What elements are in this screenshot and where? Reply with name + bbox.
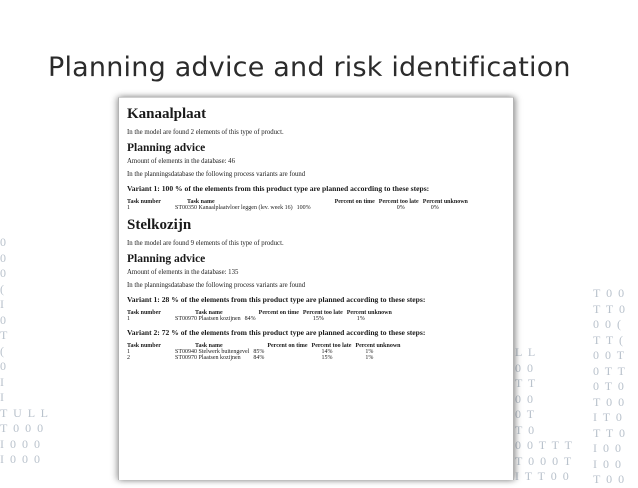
column-header: Percent too late bbox=[378, 199, 419, 205]
column-header: Percent too late bbox=[311, 343, 352, 349]
column-header: Task number bbox=[127, 310, 161, 316]
column-header: Percent on time bbox=[258, 310, 299, 316]
percent-too-late-cell: 0% bbox=[396, 205, 405, 211]
variants-intro-text: In the planningsdatabase the following process variants are found bbox=[127, 171, 306, 178]
percent-too-late-cell: 15% bbox=[312, 316, 324, 322]
table-row bbox=[127, 205, 472, 211]
column-header: Percent unknown bbox=[346, 310, 392, 316]
steps-table bbox=[127, 343, 404, 361]
model-count-text: In the model are found 2 elements of this type of product. bbox=[127, 129, 284, 136]
column-header: Percent unknown bbox=[422, 199, 468, 205]
steps-table bbox=[127, 310, 396, 322]
slide-title: Planning advice and risk identification bbox=[48, 52, 571, 83]
decorative-glyph-column-left: 0 0 0 ( I 0 T ( 0 I I T U L L T 0 0 0 I 0 0 0 I 0 0 0 bbox=[0, 235, 48, 466]
task-name-cell: ST00970 Plaatsen kozijnen bbox=[175, 355, 241, 361]
product-heading: Kanaalplaat bbox=[127, 106, 207, 122]
column-header: Task name bbox=[195, 310, 223, 316]
task-name-cell: ST00970 Plaatsen kozijnen bbox=[175, 316, 241, 322]
percent-on-time-cell: 85% bbox=[253, 349, 265, 355]
column-header: Percent on time bbox=[334, 199, 375, 205]
column-header: Percent on time bbox=[267, 343, 308, 349]
variant-title: Variant 2: 72 % of the elements from this product type are planned according to these steps: bbox=[127, 328, 426, 337]
percent-on-time-cell: 100% bbox=[296, 205, 311, 211]
report-screenshot bbox=[118, 97, 514, 480]
planning-advice-heading: Planning advice bbox=[127, 142, 206, 154]
product-section bbox=[127, 217, 505, 361]
percent-on-time-cell: 84% bbox=[244, 316, 256, 322]
percent-unknown-cell: 0% bbox=[430, 205, 439, 211]
task-name-cell: ST00350 Kanaalplaatvloer leggen (lev. week 16) bbox=[175, 205, 293, 211]
model-count-text: In the model are found 9 elements of this type of product. bbox=[127, 240, 284, 247]
decorative-glyph-column-middle: L L 0 0 T T 0 0 0 T T 0 0 0 T T T T 0 0 0 T I T T 0 0 bbox=[515, 345, 572, 483]
variant-title: Variant 1: 28 % of the elements from this product type are planned according to these steps: bbox=[127, 295, 426, 304]
task-name-cell: ST00940 Stelwerk buitengevel bbox=[175, 349, 250, 355]
percent-too-late-cell: 15% bbox=[321, 355, 333, 361]
percent-unknown-cell: 1% bbox=[365, 349, 374, 355]
task-number-cell: 2 bbox=[127, 355, 130, 361]
decorative-glyph-column-right: T 0 0 T T 0 0 0 ( T T ( 0 0 T 0 T T 0 T 0 T 0 0 I T 0 T T 0 I 0 0 I 0 0 T 0 0 bbox=[593, 286, 626, 486]
planning-advice-heading: Planning advice bbox=[127, 253, 206, 265]
task-number-cell: 1 bbox=[127, 316, 130, 322]
column-header: Percent too late bbox=[302, 310, 343, 316]
variants-intro-text: In the planningsdatabase the following process variants are found bbox=[127, 282, 306, 289]
table-row bbox=[127, 316, 396, 322]
product-section bbox=[127, 106, 505, 211]
column-header: Task number bbox=[127, 343, 161, 349]
percent-unknown-cell: 1% bbox=[356, 316, 365, 322]
task-number-cell: 1 bbox=[127, 205, 130, 211]
database-amount-text: Amount of elements in the database: 135 bbox=[127, 269, 239, 276]
percent-unknown-cell: 1% bbox=[365, 355, 374, 361]
column-header: Task name bbox=[195, 343, 223, 349]
task-number-cell: 1 bbox=[127, 349, 130, 355]
product-heading: Stelkozijn bbox=[127, 217, 192, 233]
table-row bbox=[127, 355, 404, 361]
column-header: Task number bbox=[127, 199, 161, 205]
percent-on-time-cell: 84% bbox=[253, 355, 265, 361]
column-header: Task name bbox=[187, 199, 215, 205]
steps-table bbox=[127, 199, 472, 211]
percent-too-late-cell: 14% bbox=[321, 349, 333, 355]
database-amount-text: Amount of elements in the database: 46 bbox=[127, 158, 235, 165]
variant-title: Variant 1: 100 % of the elements from this product type are planned according to these steps: bbox=[127, 184, 430, 193]
column-header: Percent unknown bbox=[355, 343, 401, 349]
